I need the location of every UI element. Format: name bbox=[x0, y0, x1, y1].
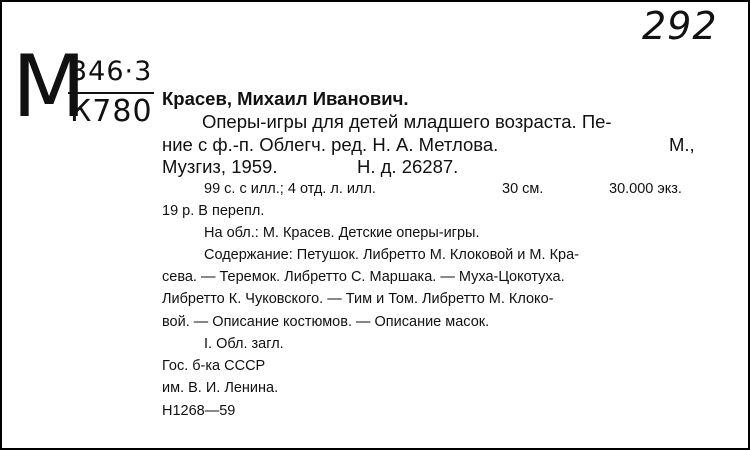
contents-line-2: сева. — Теремок. Либретто С. Маршака. — Муха-Цокотуха. bbox=[162, 269, 565, 285]
library-line-1: Гос. б-ка СССР bbox=[162, 358, 266, 374]
title-place: М., bbox=[669, 134, 695, 155]
card-number: Н1268—59 bbox=[162, 403, 236, 419]
contents-line-4: вой. — Описание костюмов. — Описание масок. bbox=[162, 314, 490, 330]
shelfmark-bottom: К780 bbox=[70, 94, 153, 129]
shelfmark-top: 346·3 bbox=[70, 56, 153, 87]
library-line-2: им. В. И. Ленина. bbox=[162, 380, 279, 396]
physical-size: 30 см. bbox=[502, 181, 544, 197]
cover-note: На обл.: М. Красев. Детские оперы-игры. bbox=[204, 225, 480, 241]
author-heading: Красев, Михаил Иванович. bbox=[162, 88, 409, 109]
shelfmark-letter: М bbox=[12, 37, 88, 137]
physical-price: 19 р. В перепл. bbox=[162, 203, 265, 219]
physical-copies: 30.000 экз. bbox=[609, 181, 682, 197]
title-publisher-number: Н. д. 26287. bbox=[357, 156, 459, 177]
title-line-2: ние с ф.-п. Облегч. ред. Н. А. Метлова. bbox=[162, 134, 499, 155]
title-publisher: Музгиз, 1959. bbox=[162, 156, 278, 177]
contents-line-1: Содержание: Петушок. Либретто М. Клоковой и М. Кра- bbox=[204, 247, 579, 263]
folio-number: 292 bbox=[642, 4, 718, 48]
title-line-1: Оперы-игры для детей младшего возраста. Пе- bbox=[202, 111, 612, 132]
contents-line-3: Либретто К. Чуковского. — Тим и Том. Либретто М. Клоко- bbox=[162, 291, 554, 307]
physical-pages: 99 с. с илл.; 4 отд. л. илл. bbox=[204, 181, 376, 197]
tracing: I. Обл. загл. bbox=[204, 336, 284, 352]
